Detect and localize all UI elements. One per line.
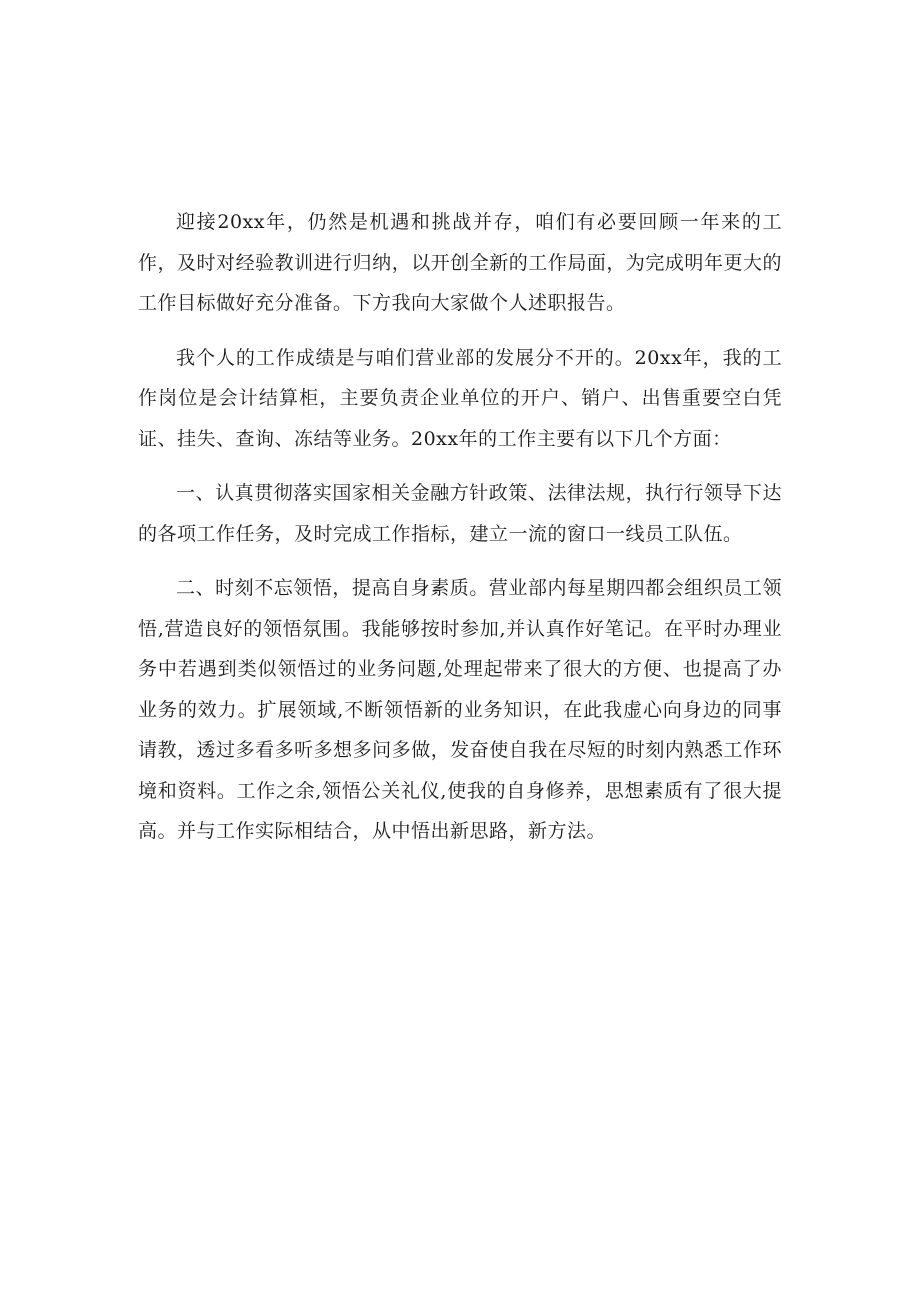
paragraph-point-two: 二、时刻不忘领悟，提高自身素质。营业部内每星期四都会组织员工领悟,营造良好的领悟氛围。我能够按时参加,并认真作好笔记。在平时办理业务中若遇到类似领悟过的业务问题,处理起带来了很大的方便、也提高了办业务的效力。扩展领域,不断领悟新的业务知识，在此我虚心向身边的同事请教，透过多看多听多想多问多做，发奋使自我在尽短的时刻内熟悉工作环境和资料。工作之余,领悟公关礼仪,使我的自身修养，思想素质有了很大提高。并与工作实际相结合，从中悟出新思路，新方法。 — [138, 577, 782, 842]
paragraph-intro: 迎接20xx年，仍然是机遇和挑战并存，咱们有必要回顾一年来的工作，及时对经验教训进行归纳，以开创全新的工作局面，为完成明年更大的工作目标做好充分准备。下方我向大家做个人述职报告。 — [138, 211, 782, 314]
paragraph-point-one: 一、认真贯彻落实国家相关金融方针政策、法律法规，执行行领导下达的各项工作任务，及时完成工作指标，建立一流的窗口一线员工队伍。 — [138, 482, 782, 545]
document-body — [138, 202, 782, 866]
paragraph-position: 我个人的工作成绩是与咱们营业部的发展分不开的。20xx年，我的工作岗位是会计结算柜，主要负责企业单位的开户、销户、出售重要空白凭证、挂失、查询、冻结等业务。20xx年的工作主要有以下几个方面： — [138, 346, 782, 450]
